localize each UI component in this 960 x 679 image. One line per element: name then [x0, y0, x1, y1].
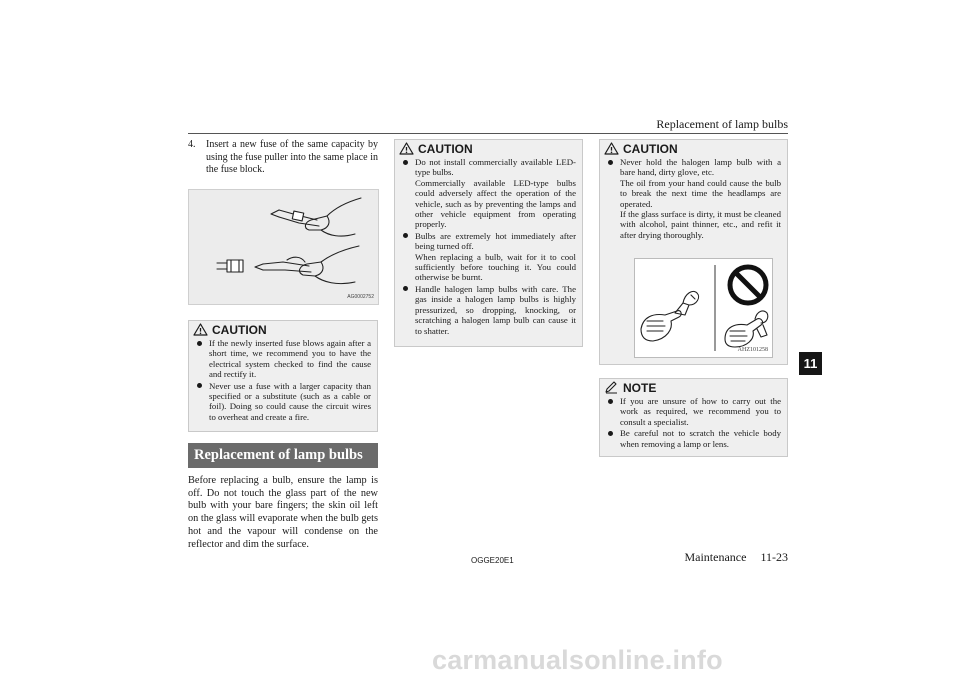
page-number: 11-23: [760, 550, 788, 564]
caution-list: [600, 157, 787, 240]
caution-item: Never use a fuse with a larger capacity than specified or a substitute (such as a cable or foil). Doing so could cause the circuit wires to overheat and create a fire.: [209, 380, 371, 422]
halogen-bulb-illustration: [635, 259, 772, 357]
figure-code: AHZ101258: [737, 347, 768, 353]
caution-item: [415, 157, 576, 230]
body-paragraph: Before replacing a bulb, ensure the lamp is off. Do not touch the glass part of the new bulb with your bare fingers; the skin oil left on the glass will evaporate when the bulb gets hot and the vapour will condense on the reflector and dim the surface.: [188, 475, 378, 550]
caution-list: [395, 157, 582, 336]
running-header: Replacement of lamp bulbs: [656, 117, 788, 131]
caution-box-fuse: [188, 320, 378, 432]
caution-header: [600, 140, 787, 157]
caution-box-halogen: [599, 139, 788, 365]
caution-title: CAUTION: [623, 141, 678, 156]
document-code: OGGE20E1: [471, 556, 514, 565]
caution-line: If the glass surface is dirty, it must be cleaned with alcohol, paint thinner, etc., and refit it after drying thoroughly.: [620, 209, 781, 240]
caution-line: Handle halogen lamp bulbs with care. The gas inside a halogen lamp bulbs is highly pressurized, so dropping, knocking, or scratching a halogen lamp bulb can cause it to shatter.: [415, 283, 576, 336]
caution-item: If the newly inserted fuse blows again after a short time, we recommend you to have the electrical system checked to find the cause and rectify it.: [209, 338, 371, 380]
caution-title: CAUTION: [212, 322, 267, 337]
caution-line: Never hold the halogen lamp bulb with a bare hand, dirty glove, etc.: [620, 157, 781, 178]
caution-item: [620, 157, 781, 240]
caution-item: [415, 231, 576, 283]
step-number: 4.: [188, 139, 196, 150]
caution-box-bulbs: [394, 139, 583, 347]
fuse-puller-figure: [188, 189, 379, 305]
watermark: carmanualsonline.info: [432, 645, 723, 675]
caution-header: [189, 321, 377, 338]
caution-line: Commercially available LED-type bulbs could adversely affect the operation of the vehicle, such as by preventing the lamps and other vehicle equipment from operating properly.: [415, 177, 576, 230]
caution-title: CAUTION: [418, 141, 473, 156]
chapter-tab: 11: [799, 352, 822, 375]
note-pencil-icon: [604, 381, 619, 394]
caution-item: [415, 284, 576, 336]
note-item: If you are unsure of how to carry out the work as required, we recommend you to consult a specialist.: [620, 396, 781, 427]
figure-code: AG0002752: [347, 294, 374, 300]
caution-line: When replacing a bulb, wait for it to cool sufficiently before touching it. You could otherwise be burnt.: [415, 251, 576, 283]
warning-triangle-icon: [399, 142, 414, 155]
caution-list: [189, 338, 377, 422]
step-4: [188, 139, 378, 177]
caution-line: Do not install commercially available LED-type bulbs.: [415, 157, 576, 178]
warning-triangle-icon: [193, 323, 208, 336]
caution-header: [395, 140, 582, 157]
halogen-handling-figure: [634, 258, 773, 358]
fuse-puller-illustration: [189, 190, 378, 304]
note-list: [600, 396, 787, 449]
step-text: Insert a new fuse of the same capacity by using the fuse puller into the same place in the fuse block.: [206, 139, 378, 175]
footer-section: Maintenance: [684, 550, 747, 564]
caution-line: The oil from your hand could cause the bulb to break the next time the headlamps are operated.: [620, 177, 781, 209]
caution-line: Bulbs are extremely hot immediately after being turned off.: [415, 230, 576, 252]
note-title: NOTE: [623, 380, 657, 395]
note-header: [600, 379, 787, 396]
note-box: [599, 378, 788, 457]
section-title-banner: Replacement of lamp bulbs: [188, 443, 378, 468]
header-rule: [188, 133, 788, 134]
note-item: Be careful not to scratch the vehicle body when removing a lamp or lens.: [620, 428, 781, 449]
warning-triangle-icon: [604, 142, 619, 155]
page-footer: [684, 550, 788, 565]
